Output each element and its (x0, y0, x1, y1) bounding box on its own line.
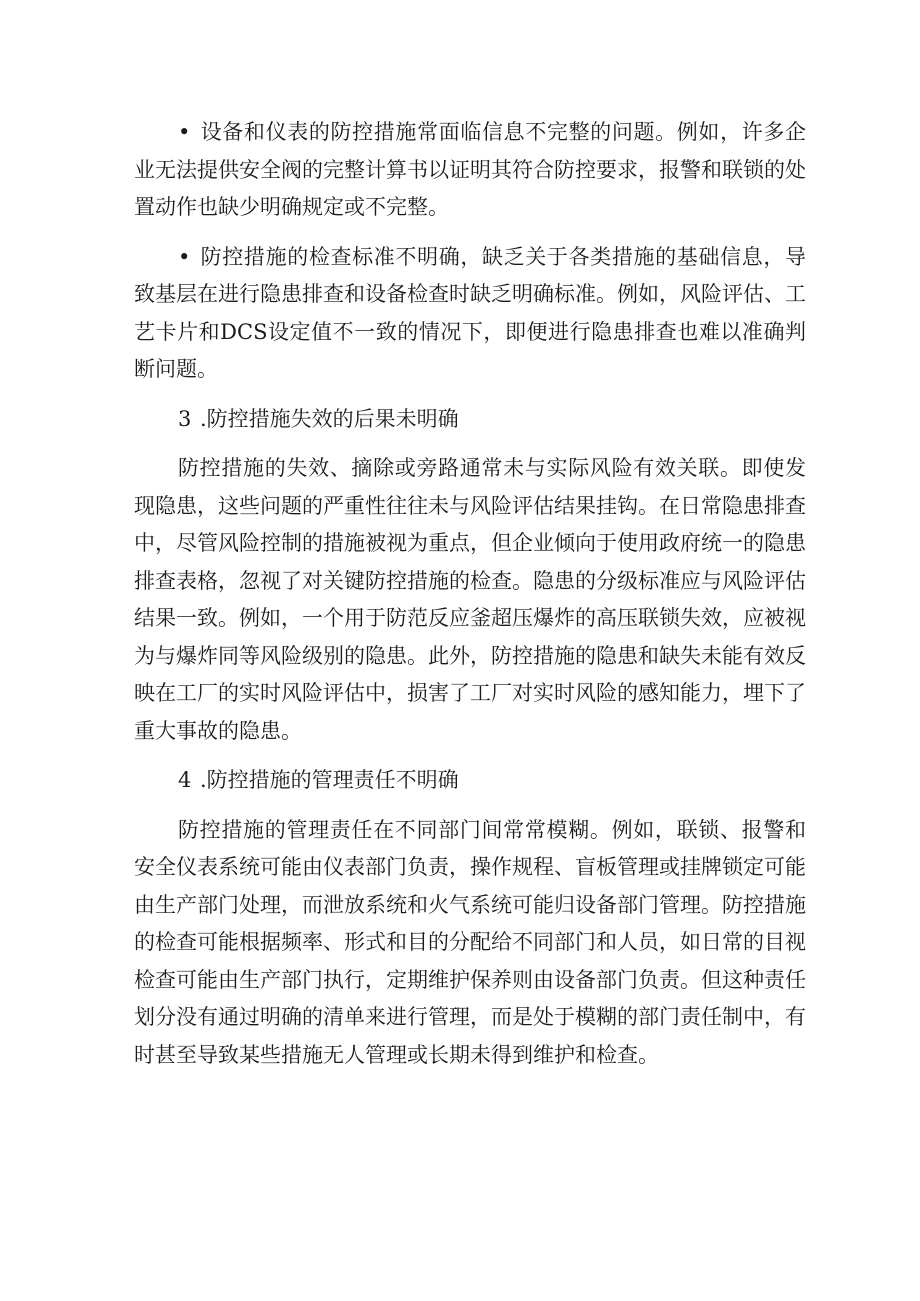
section-heading-4 (134, 762, 806, 800)
bullet-paragraph-info-incomplete (134, 114, 806, 227)
section-heading-text: .防控措施失效的后果未明确 (200, 406, 459, 431)
paragraph-text: 防控措施的失效、摘除或旁路通常未与实际风险有效关联。即使发现隐患，这些问题的严重性往往未与风险评估结果挂钩。在日常隐患排查中，尽管风险控制的措施被视为重点，但企业倾向于使用政府统一的隐患排查表格，忽视了对关键防控措施的检查。隐患的分级标准应与风险评估结果一致。例如，一个用于防范反应釜超压爆炸的高压联锁失效，应被视为与爆炸同等风险级别的隐患。此外，防控措施的隐患和缺失未能有效反映在工厂的实时风险评估中，损害了工厂对实时风险的感知能力，埋下了重大事故的隐患。 (134, 456, 806, 743)
bullet-marker: • (178, 120, 191, 144)
section-heading-text: .防控措施的管理责任不明确 (200, 768, 459, 792)
paragraph-text: 防控措施的管理责任在不同部门间常常模糊。例如，联锁、报警和安全仪表系统可能由仪表部门负责，操作规程、盲板管理或挂牌锁定可能由生产部门处理，而泄放系统和火气系统可能归设备部门管理。防控措施的检查可能根据频率、形式和目的分配给不同部门和人员，如日常的目视检查可能由生产部门执行，定期维护保养则由设备部门负责。但这种责任划分没有通过明确的清单来进行管理，而是处于模糊的部门责任制中，有时甚至导致某些措施无人管理或长期未得到维护和检查。 (134, 817, 806, 1067)
bullet-paragraph-inspection-standard (134, 239, 806, 389)
paragraph-text: 设备和仪表的防控措施常面临信息不完整的问题。例如，许多企业无法提供安全阀的完整计算书以证明其符合防控要求，报警和联锁的处置动作也缺少明确规定或不完整。 (134, 120, 806, 219)
section-number: 4 (178, 768, 192, 792)
body-paragraph-management-responsibility (134, 812, 806, 1075)
document-page (134, 114, 806, 1086)
bullet-marker: • (178, 244, 191, 269)
paragraph-text: 防控措施的检查标准不明确，缺乏关于各类措施的基础信息，导致基层在进行隐患排查和设备检查时缺乏明确标准。例如，风险评估、工艺卡片和DCS设定值不一致的情况下，即便进行隐患排查也难以准确判断问题。 (134, 244, 806, 381)
section-number: 3 (178, 406, 192, 431)
section-heading-3 (134, 401, 806, 439)
body-paragraph-failure-consequences (134, 450, 806, 750)
